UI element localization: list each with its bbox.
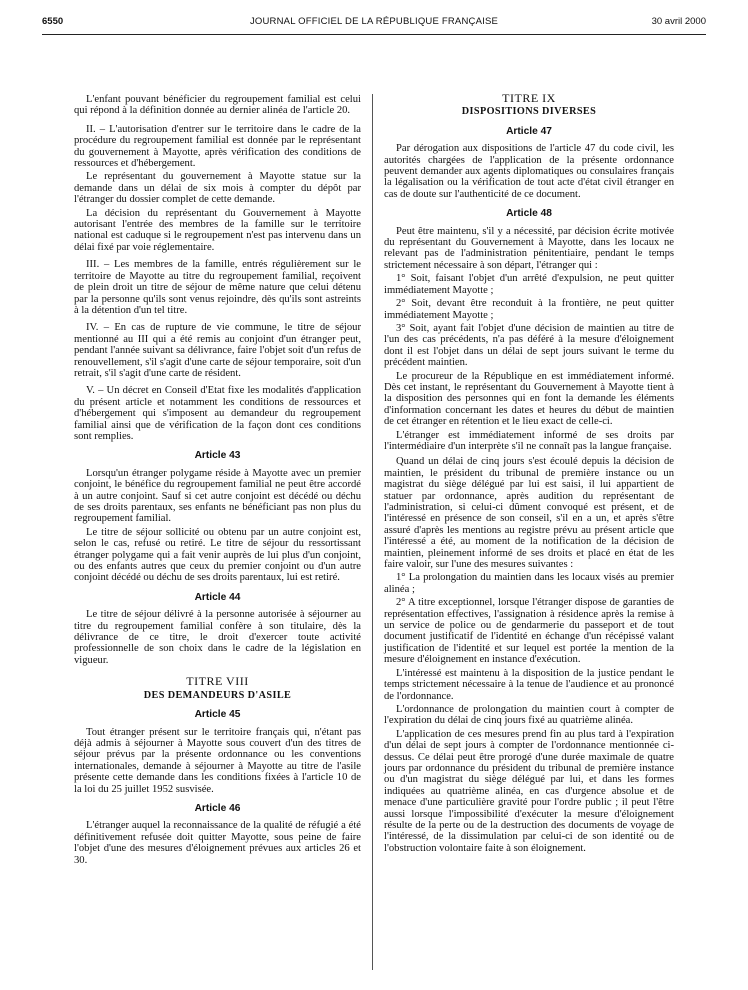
titre-subheading: DES DEMANDEURS D'ASILE [143, 689, 292, 701]
paragraph: II. – L'autorisation d'entrer sur le territoire dans le cadre de la procédure du regroupement familial est donnée par le représentant du gouvernement à Mayotte, après vérification des conditions de ressources et d'hébergement. [74, 123, 361, 170]
titre-heading: TITRE VIII [186, 674, 249, 689]
article-heading: Article 47 [506, 125, 552, 137]
paragraph: Peut être maintenu, s'il y a nécessité, par décision écrite motivée du représentant du Gouvernement à Mayotte, dans les locaux ne relevant pas de l'administration pénitentiaire, pendant le temps strictement nécessaire à son départ, l'étranger qui : [384, 225, 674, 271]
page-number: 6550 [42, 16, 64, 27]
paragraph: 2° Soit, devant être reconduit à la frontière, ne peut quitter immédiatement Mayotte ; [384, 298, 674, 321]
right-column [384, 93, 674, 856]
paragraph: 1° La prolongation du maintien dans les locaux visés au premier alinéa ; [384, 572, 674, 595]
paragraph: Le titre de séjour sollicité ou obtenu par un autre conjoint est, selon le cas, refusé ou retiré. Le titre de séjour du ressortissant étranger polygame qui a fait venir auprès de lui plus d'un conjoint, ou des enfants autres que ceux du premier conjoint ou d'un autre conjoint décédé ou déchu de ses droits parentaux, lui est retiré. [74, 526, 361, 584]
paragraph: Par dérogation aux dispositions de l'article 47 du code civil, les autorités chargées de l'application de la présente ordonnance peuvent demander aux agents diplomatiques ou consulaires français la légalisation ou la vérification de tout acte d'état civil étranger en cas de doute sur l'authenticité de ce document. [384, 143, 674, 200]
paragraph: 1° Soit, faisant l'objet d'un arrêté d'expulsion, ne peut quitter immédiatement Mayotte ; [384, 273, 674, 296]
paragraph: 2° A titre exceptionnel, lorsque l'étranger dispose de garanties de représentation effectives, l'assignation à résidence après la remise à un service de police ou de gendarmerie du passeport et de tout document justificatif de l'identité en échange d'un récépissé valant justification de l'identité et sur lequel est portée la mention de la mesure d'éloignement en instance d'exécution. [384, 597, 674, 666]
article-heading: Article 48 [506, 208, 552, 220]
left-column [74, 94, 361, 868]
article-heading: Article 46 [194, 802, 241, 814]
paragraph: L'intéressé est maintenu à la disposition de la justice pendant le temps strictement nécessaire à la tenue de l'audience et au prononcé de l'ordonnance. [384, 667, 674, 702]
paragraph: L'enfant pouvant bénéficier du regroupement familial est celui qui répond à la définition donnée au dernier alinéa de l'article 20. [74, 94, 361, 117]
paragraph: IV. – En cas de rupture de vie commune, le titre de séjour mentionné au III qui a été remis au conjoint d'un étranger peut, pendant l'année suivant sa délivrance, faire l'objet soit d'un refus de renouvellement, s'il s'agit d'une carte de séjour temporaire, soit d'un retrait, s'il s'agit d'une carte de résident. [74, 322, 361, 379]
page-header [42, 12, 706, 35]
paragraph: III. – Les membres de la famille, entrés régulièrement sur le territoire de Mayotte au titre du regroupement familial, reçoivent de plein droit un titre de séjour de même nature que celui détenu par la personne qu'ils sont venus rejoindre, dès qu'ils sont astreints à la détention d'un tel titre. [74, 259, 361, 316]
paragraph: 3° Soit, ayant fait l'objet d'une décision de maintien au titre de l'un des cas précédents, n'a pas déféré à la mesure d'éloignement dont il est l'objet dans un délai de sept jours suivant le terme du précédent maintien. [384, 322, 674, 369]
paragraph: L'application de ces mesures prend fin au plus tard à l'expiration d'un délai de sept jours à compter de l'ordonnance mentionnée ci-dessus. Ce délai peut être prorogé d'une durée maximale de quatre jours par ordonnance du président du tribunal de première instance ou d'un magistrat du siège délégué par lui, et dans les formes indiquées au quatrième alinéa, en cas d'urgence absolue et de menace d'une particulière gravité pour l'ordre public ; il peut l'être aussi lorsque l'impossibilité d'exécuter la mesure d'éloignement résulte de la perte ou de la destruction des documents de voyage de l'intéressé, de la dissimulation par celui-ci de son identité ou de l'obstruction volontaire faite à son éloignement. [384, 728, 674, 854]
publication-date: 30 avril 2000 [651, 16, 706, 27]
paragraph: Quand un délai de cinq jours s'est écoulé depuis la décision de maintien, le président du tribunal de première instance ou un magistrat du siège délégué par lui est saisi, il lui appartient de statuer par ordonnance, après audition du représentant de l'administration, si celui-ci dûment convoqué est présent, et de l'intéressé en présence de son conseil, s'il en a un, et après s'être assuré d'après les mentions au registre prévu au présent article que l'intéressé a été, au moment de la notification de la décision de maintien, pleinement informé de ses droits et placé en état de les faire valoir, sur l'une des mesures suivantes : [384, 456, 674, 571]
paragraph: Le procureur de la République en est immédiatement informé. Dès cet instant, le représentant du Gouvernement à Mayotte tient à la disposition des personnes qui en font la demande les éléments d'information concernant les dates et heures du début de maintien de cet étranger en rétention et le lieu exact de celle-ci. [384, 370, 674, 428]
paragraph: L'étranger est immédiatement informé de ses droits par l'intermédiaire d'un interprète s'il ne connaît pas la langue française. [384, 429, 674, 452]
paragraph: La décision du représentant du Gouvernement à Mayotte autorisant l'entrée des membres de la famille sur le territoire national est caduque si le regroupement n'est pas intervenu dans un délai fixé par voie réglementaire. [74, 207, 361, 253]
paragraph: Le représentant du gouvernement à Mayotte statue sur la demande dans un délai de six mois à compter du dépôt par l'étranger du dossier complet de cette demande. [74, 171, 361, 206]
paragraph: V. – Un décret en Conseil d'Etat fixe les modalités d'application du présent article et notamment les conditions de ressources et d'hébergement qui s'imposent au demandeur du regroupement familial ainsi que de vérification de la façon dont ces conditions sont remplies. [74, 385, 361, 442]
titre-subheading: DISPOSITIONS DIVERSES [461, 106, 597, 118]
article-heading: Article 45 [194, 709, 241, 721]
column-divider [372, 94, 373, 970]
paragraph: Le titre de séjour délivré à la personne autorisée à séjourner au titre du regroupement familial confère à son titulaire, dès la délivrance de ce titre, le droit d'exercer toute activité professionnelle de son choix dans le cadre de la législation en vigueur. [74, 609, 361, 666]
article-heading: Article 44 [194, 591, 241, 603]
article-heading: Article 43 [194, 450, 241, 462]
paragraph: L'étranger auquel la reconnaissance de la qualité de réfugié a été définitivement refusée doit quitter Mayotte, sous peine de faire l'objet d'une des mesures d'éloignement prévues aux articles 26 et 30. [74, 820, 361, 866]
journal-title: JOURNAL OFFICIEL DE LA RÉPUBLIQUE FRANÇAISE [249, 16, 499, 27]
paragraph: Tout étranger présent sur le territoire français qui, n'étant pas déjà admis à séjourner à Mayotte sous couvert d'un des titres de séjour prévus par la présente ordonnance ou les conventions internationales, demande à séjourner à Mayotte au titre de l'asile présente cette demande dans les conditions fixées à l'article 10 de la loi du 25 juillet 1952 susvisée. [74, 726, 361, 795]
paragraph: L'ordonnance de prolongation du maintien court à compter de l'expiration du délai de cinq jours fixé au quatrième alinéa. [384, 703, 674, 727]
titre-heading: TITRE IX [502, 91, 556, 105]
paragraph: Lorsqu'un étranger polygame réside à Mayotte avec un premier conjoint, le bénéfice du regroupement familial ne peut être accordé à un autre conjoint. Sauf si cet autre conjoint est décédé ou déchu de ses droits parentaux, ses enfants ne bénéficiant pas non plus du regroupement familial. [74, 467, 361, 525]
